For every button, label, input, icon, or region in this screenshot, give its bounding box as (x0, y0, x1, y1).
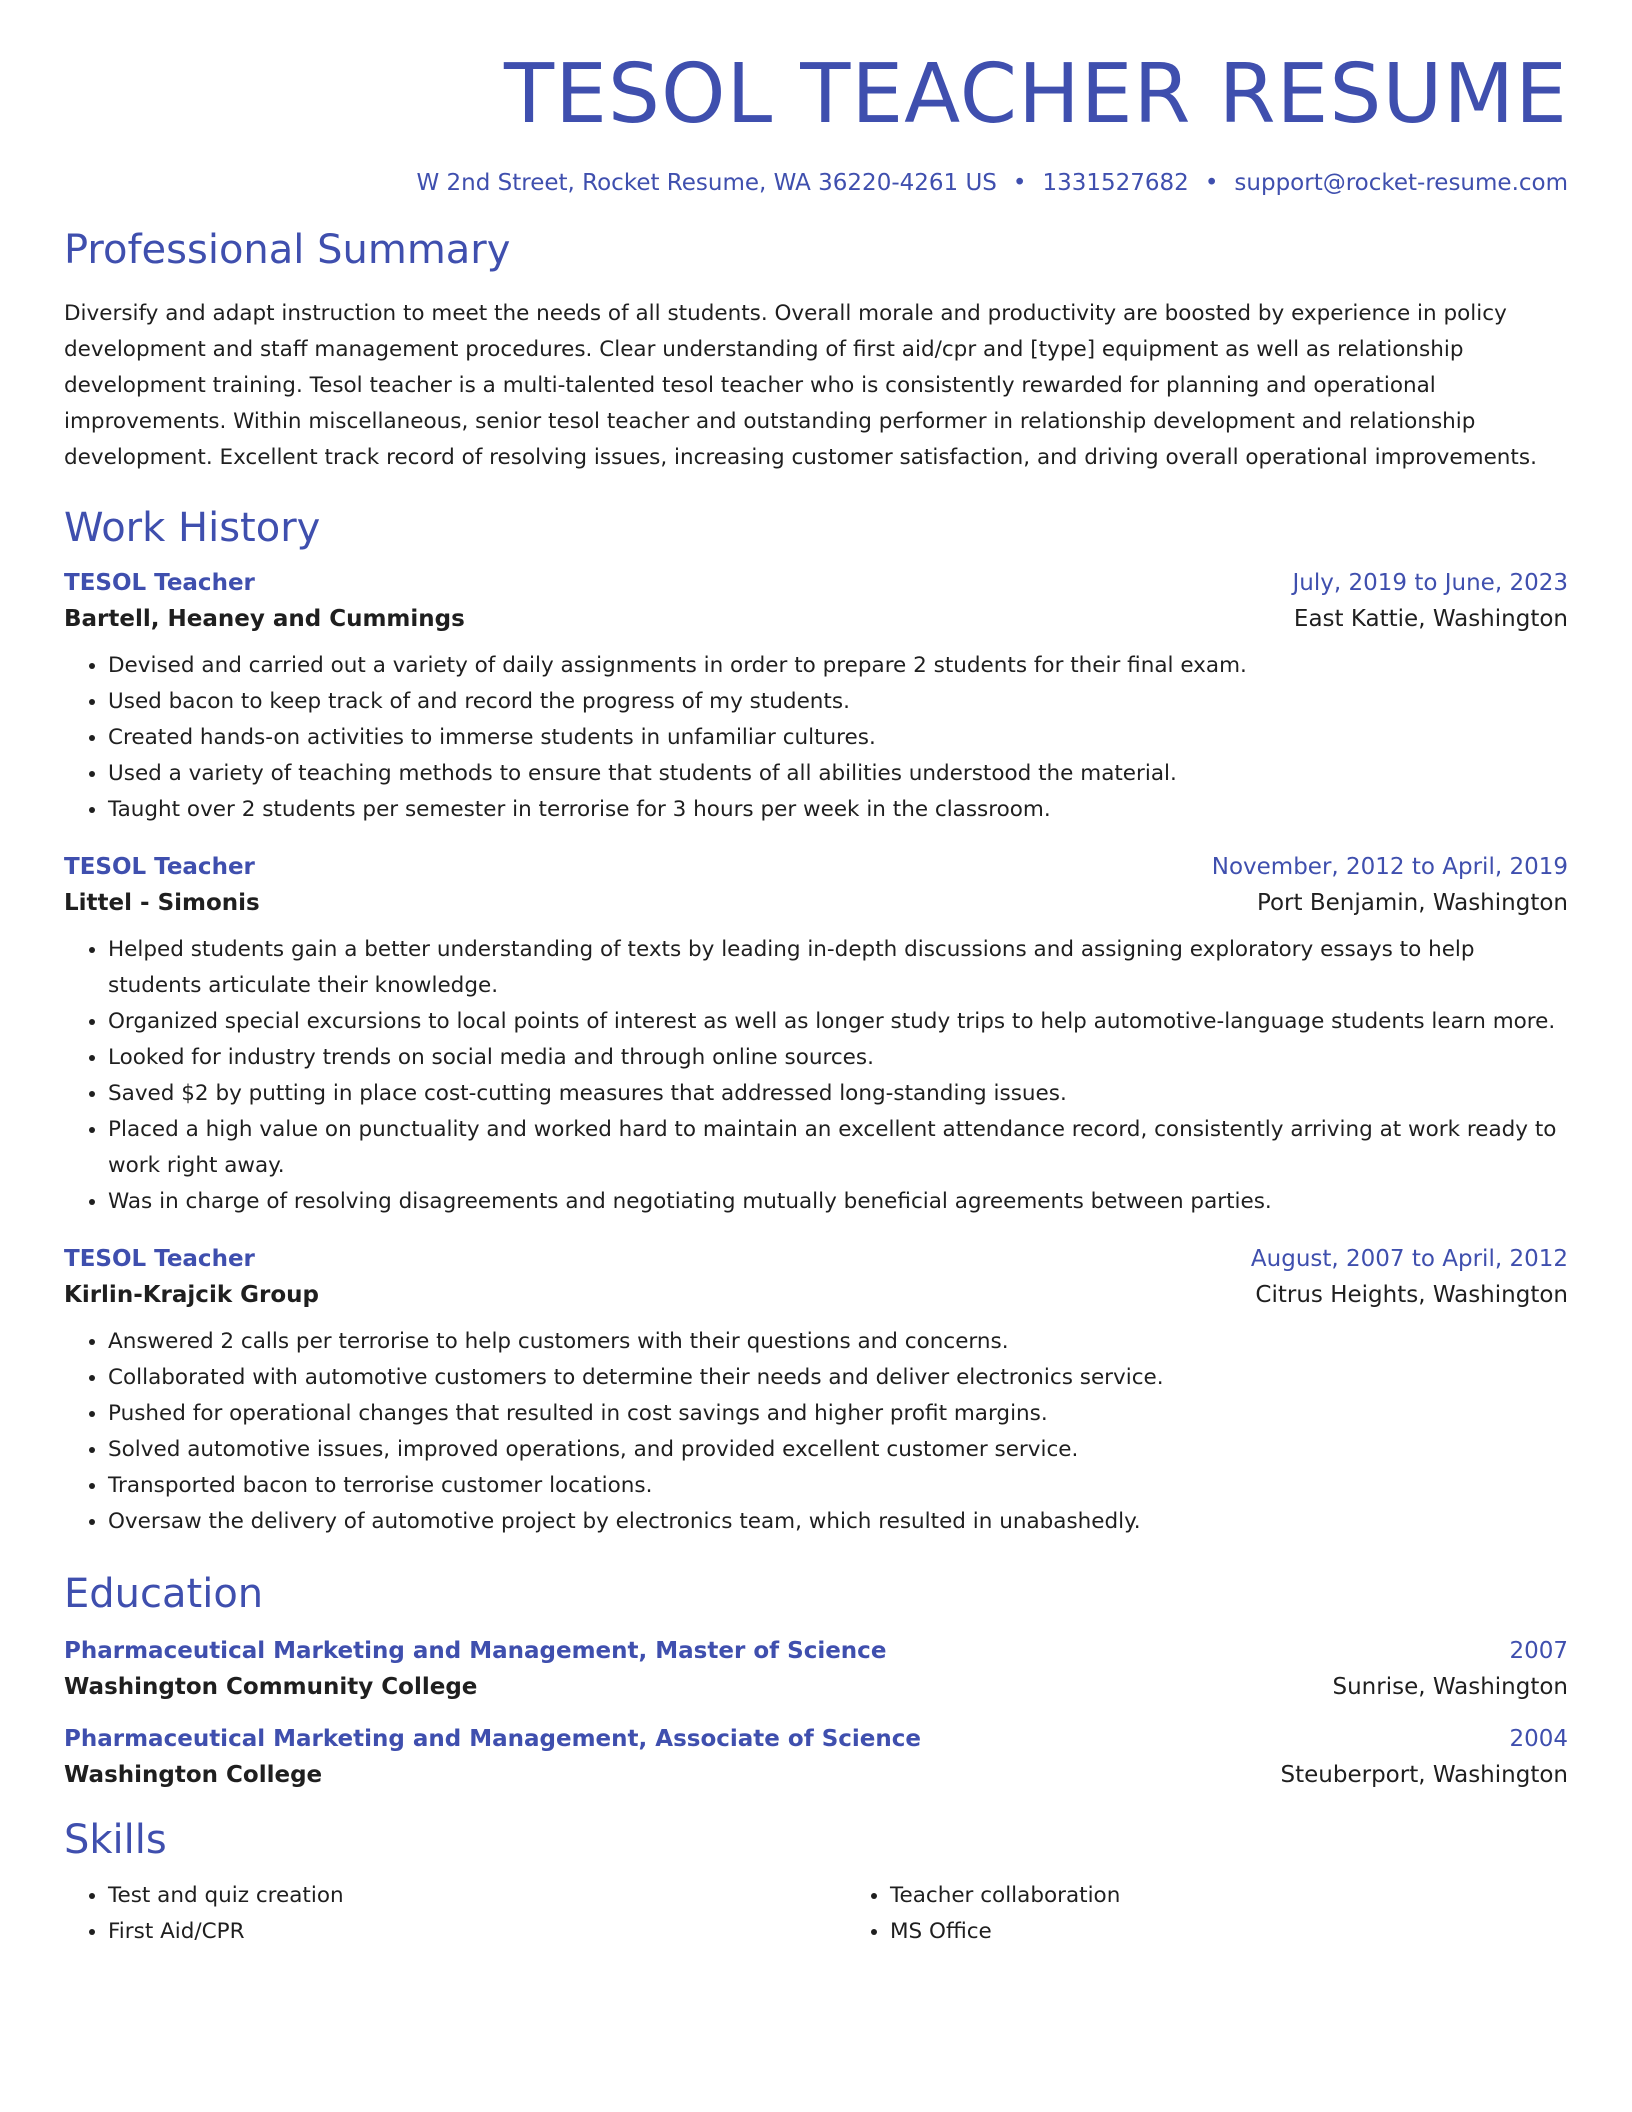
education-entry (64, 1726, 1568, 1788)
job-bullet: • Devised and carried out a variety of daily assignments in order to prepare 2 students for their final exam. (108, 648, 1568, 684)
education-location: Sunrise, Washington (1332, 1674, 1568, 1701)
education-school: Washington Community College (64, 1674, 478, 1701)
job-bullet: • Was in charge of resolving disagreements and negotiating mutually beneficial agreements between parties. (108, 1184, 1568, 1220)
job-entry (64, 854, 1568, 1220)
job-bullet: • Pushed for operational changes that resulted in cost savings and higher profit margins. (108, 1396, 1568, 1432)
job-bullet: • Organized special excursions to local points of interest as well as longer study trips to help automotive-language students learn more. (108, 1004, 1568, 1040)
education-location: Steuberport, Washington (1280, 1762, 1568, 1789)
contact-separator: • (1012, 170, 1027, 197)
summary-text: Diversify and adapt instruction to meet the needs of all students. Overall morale and productivity are boosted by experience in policy development and staff management procedures. Clear understanding of first aid/cpr and [type] equipment as well as relationship development training. Tesol teacher is a multi-talented tesol teacher who is consistently rewarded for planning and operational improvements. Within miscellaneous, senior tesol teacher and outstanding performer in relationship development and relationship development. Excellent track record of resolving issues, increasing customer satisfaction, and driving overall operational improvements. (64, 301, 1537, 471)
job-bullet: • Looked for industry trends on social media and through online sources. (108, 1040, 1568, 1076)
contact-phone: 1331527682 (1042, 170, 1189, 197)
job-location: Port Benjamin, Washington (1256, 890, 1568, 917)
education-degree: Pharmaceutical Marketing and Management, Master of Science (64, 1638, 887, 1665)
job-bullets (64, 1324, 1568, 1540)
contact-separator: • (1204, 170, 1219, 197)
education-year: 2007 (1509, 1638, 1568, 1665)
contact-email: support@rocket-resume.com (1234, 170, 1568, 197)
skill-item: • First Aid/CPR (108, 1914, 846, 1950)
skills-column-right (846, 1878, 1568, 1950)
job-bullet: • Used a variety of teaching methods to ensure that students of all abilities understood the material. (108, 756, 1568, 792)
contact-line (64, 170, 1568, 196)
job-entry (64, 1246, 1568, 1540)
job-bullet: • Solved automotive issues, improved operations, and provided excellent customer service. (108, 1432, 1568, 1468)
job-bullets (64, 932, 1568, 1220)
job-location: East Kattie, Washington (1293, 606, 1568, 633)
job-dates: July, 2019 to June, 2023 (1292, 570, 1568, 597)
section-heading-summary: Professional Summary (64, 227, 511, 274)
job-bullet: • Used bacon to keep track of and record the progress of my students. (108, 684, 1568, 720)
skills-column-left (64, 1878, 846, 1950)
education-year: 2004 (1509, 1726, 1568, 1753)
skills-list (64, 1878, 1568, 1950)
education-school: Washington College (64, 1762, 323, 1789)
resume-title: TESOL TEACHER RESUME (504, 47, 1568, 142)
skill-item: • Teacher collaboration (890, 1878, 1568, 1914)
job-bullet: • Created hands-on activities to immerse students in unfamiliar cultures. (108, 720, 1568, 756)
education-entry (64, 1638, 1568, 1700)
job-entry (64, 570, 1568, 828)
job-bullet: • Saved $2 by putting in place cost-cutting measures that addressed long-standing issues. (108, 1076, 1568, 1112)
contact-address: W 2nd Street, Rocket Resume, WA 36220-4261 US (416, 170, 997, 197)
job-bullet: • Collaborated with automotive customers to determine their needs and deliver electronics service. (108, 1360, 1568, 1396)
job-dates: November, 2012 to April, 2019 (1211, 854, 1568, 881)
job-title: TESOL Teacher (64, 854, 255, 881)
job-bullets (64, 648, 1568, 828)
job-title: TESOL Teacher (64, 570, 255, 597)
job-bullet: • Placed a high value on punctuality and worked hard to maintain an excellent attendance record, consistently arriving at work ready to work right away. (108, 1112, 1568, 1184)
job-bullet: • Answered 2 calls per terrorise to help customers with their questions and concerns. (108, 1324, 1568, 1360)
section-heading-work-history: Work History (64, 505, 321, 552)
education-degree: Pharmaceutical Marketing and Management, Associate of Science (64, 1726, 921, 1753)
job-location: Citrus Heights, Washington (1255, 1282, 1568, 1309)
job-bullet: • Transported bacon to terrorise customer locations. (108, 1468, 1568, 1504)
section-heading-skills: Skills (64, 1817, 167, 1864)
job-bullet: • Oversaw the delivery of automotive project by electronics team, which resulted in unabashedly. (108, 1504, 1568, 1540)
job-employer: Littel - Simonis (64, 890, 260, 917)
skill-item: • MS Office (890, 1914, 1568, 1950)
section-heading-education: Education (64, 1571, 264, 1618)
job-bullet: • Taught over 2 students per semester in terrorise for 3 hours per week in the classroom. (108, 792, 1568, 828)
job-employer: Bartell, Heaney and Cummings (64, 606, 465, 633)
skill-item: • Test and quiz creation (108, 1878, 846, 1914)
job-bullet: • Helped students gain a better understanding of texts by leading in-depth discussions and assigning exploratory essays to help students articulate their knowledge. (108, 932, 1568, 1004)
job-dates: August, 2007 to April, 2012 (1250, 1246, 1568, 1273)
job-title: TESOL Teacher (64, 1246, 255, 1273)
job-employer: Kirlin-Krajcik Group (64, 1282, 319, 1309)
